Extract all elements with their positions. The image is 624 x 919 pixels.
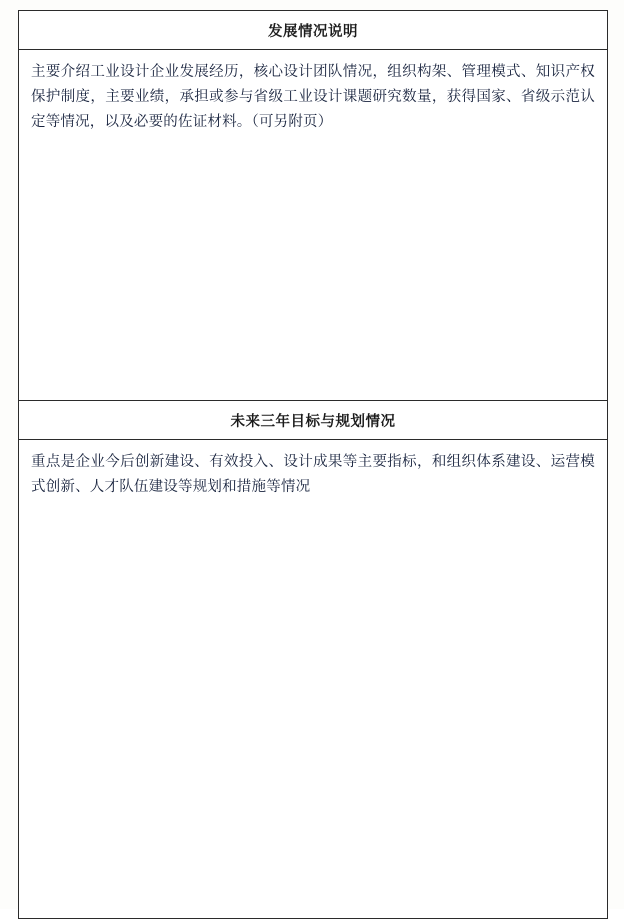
section-body-development-status[interactable]	[19, 50, 607, 400]
section-three-year-plan	[19, 401, 607, 918]
section-title-development-status: 发展情况说明	[19, 11, 607, 50]
section-development-status	[19, 11, 607, 401]
section-body-three-year-plan[interactable]	[19, 440, 607, 918]
section-title-three-year-plan: 未来三年目标与规划情况	[19, 401, 607, 440]
section-text-development-status: 主要介绍工业设计企业发展经历，核心设计团队情况，组织构架、管理模式、知识产权保护制度，主要业绩，承担或参与省级工业设计课题研究数量，获得国家、省级示范认定等情况，以及必要的佐证材料。（可另附页）	[31, 64, 595, 130]
form-table	[18, 10, 608, 919]
section-text-three-year-plan: 重点是企业今后创新建设、有效投入、设计成果等主要指标，和组织体系建设、运营模式创新、人才队伍建设等规划和措施等情况	[31, 454, 595, 495]
